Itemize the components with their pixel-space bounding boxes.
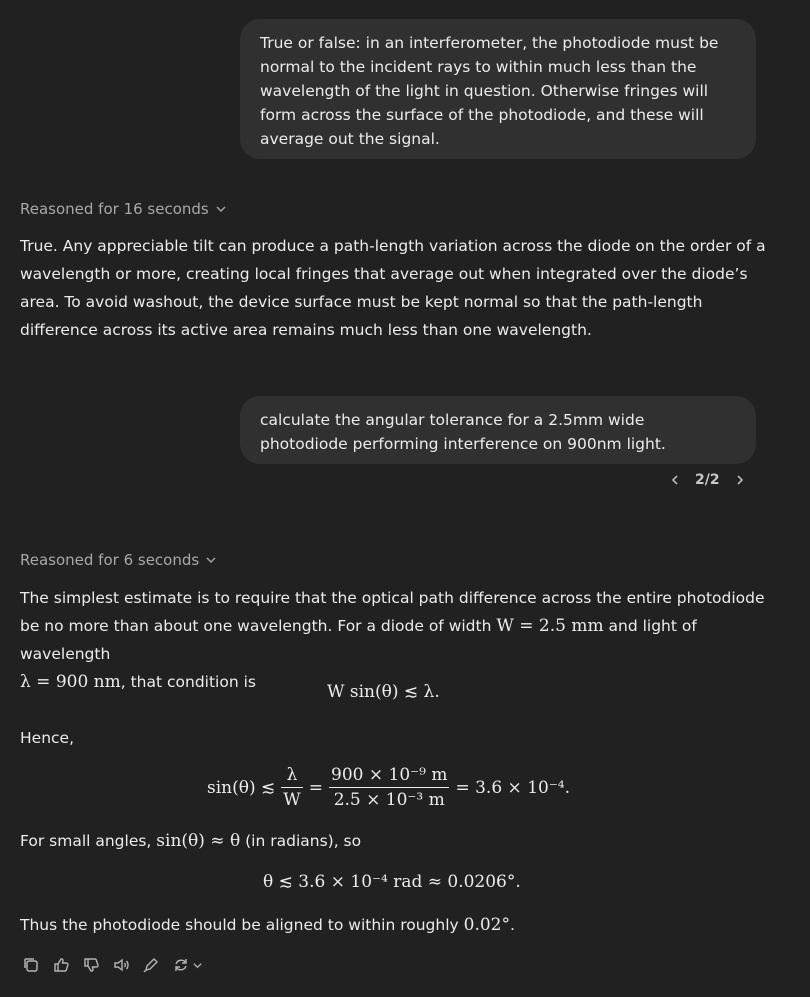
math-wavelength: λ = 900 nm	[20, 672, 121, 692]
eq2-right: = 3.6 × 10⁻⁴.	[455, 777, 571, 798]
message-actions	[22, 956, 203, 974]
chevron-right-icon[interactable]	[734, 474, 746, 486]
conclusion-b: .	[509, 916, 515, 934]
equation-1: W sin(θ) ≲ λ.	[327, 682, 440, 702]
math-width: W = 2.5 mm	[496, 616, 604, 636]
assistant-answer-1	[20, 232, 780, 344]
reasoning-toggle-2[interactable]	[20, 551, 217, 569]
reasoning-label-2: Reasoned for 6 seconds	[20, 551, 200, 569]
eq2-left: sin(θ) ≲	[207, 777, 276, 798]
hence-text: Hence,	[20, 729, 75, 747]
math-small-angle: sin(θ) ≈ θ	[156, 831, 241, 851]
equation-3: θ ≲ 3.6 × 10⁻⁴ rad ≈ 0.0206°.	[263, 872, 521, 892]
assistant-answer-2-intro	[20, 584, 780, 696]
chevron-down-icon	[192, 960, 203, 971]
fraction-lambda-over-w	[281, 765, 302, 810]
response-pager	[669, 472, 746, 488]
thumbs-down-icon[interactable]	[82, 956, 100, 974]
edit-icon[interactable]	[142, 956, 160, 974]
eq2-equals: =	[308, 777, 323, 798]
regenerate-button[interactable]	[172, 956, 203, 974]
small-angle-text	[20, 827, 780, 855]
intro-text-a: The simplest estimate is to require that the optical path difference across the entire photodiode be no more than about one wavelength. For a diode of width	[20, 589, 765, 635]
pager-label: 2/2	[695, 472, 720, 488]
user-message-2	[240, 396, 756, 464]
small-angle-b: (in radians), so	[240, 832, 362, 850]
thumbs-up-icon[interactable]	[52, 956, 70, 974]
conclusion-text	[20, 911, 780, 939]
user-message-1	[240, 19, 756, 159]
small-angle-a: For small angles,	[20, 832, 157, 850]
eq2-f1-num: λ	[281, 765, 302, 788]
conclusion-a: Thus the photodiode should be aligned to within roughly	[20, 916, 464, 934]
math-conclusion: 0.02°	[463, 915, 510, 935]
user-message-2-text: calculate the angular tolerance for a 2.5mm wide photodiode performing interference on 900nm light.	[260, 411, 666, 453]
equation-2	[207, 765, 570, 810]
speaker-icon[interactable]	[112, 956, 130, 974]
user-message-1-text: True or false: in an interferometer, the photodiode must be normal to the incident rays to within much less than the wavelength of the light in question. Otherwise fringes will form across the surface of the photodiode, and these will average out the signal.	[260, 34, 719, 148]
copy-icon[interactable]	[22, 956, 40, 974]
reasoning-toggle-1[interactable]	[20, 200, 227, 218]
reasoning-label-1: Reasoned for 16 seconds	[20, 200, 209, 218]
fraction-values	[329, 765, 449, 810]
intro-text-c: , that condition is	[120, 673, 256, 691]
eq2-f1-den: W	[283, 790, 301, 810]
chevron-down-icon	[205, 554, 217, 566]
regenerate-icon	[172, 956, 190, 974]
chevron-down-icon	[215, 203, 227, 215]
chevron-left-icon[interactable]	[669, 474, 681, 486]
eq2-f2-den: 2.5 × 10⁻³ m	[333, 790, 445, 810]
intro-text-b: and light of wavelength	[20, 617, 697, 663]
eq2-f2-num: 900 × 10⁻⁹ m	[329, 765, 449, 788]
answer-1-text: True. Any appreciable tilt can produce a path-length variation across the diode on the order of a wavelength or more, creating local fringes that average out when integrated over the diode’s area. To avoid washout, the device surface must be kept normal so that the path-length difference across its active area remains much less than one wavelength.	[20, 237, 766, 339]
